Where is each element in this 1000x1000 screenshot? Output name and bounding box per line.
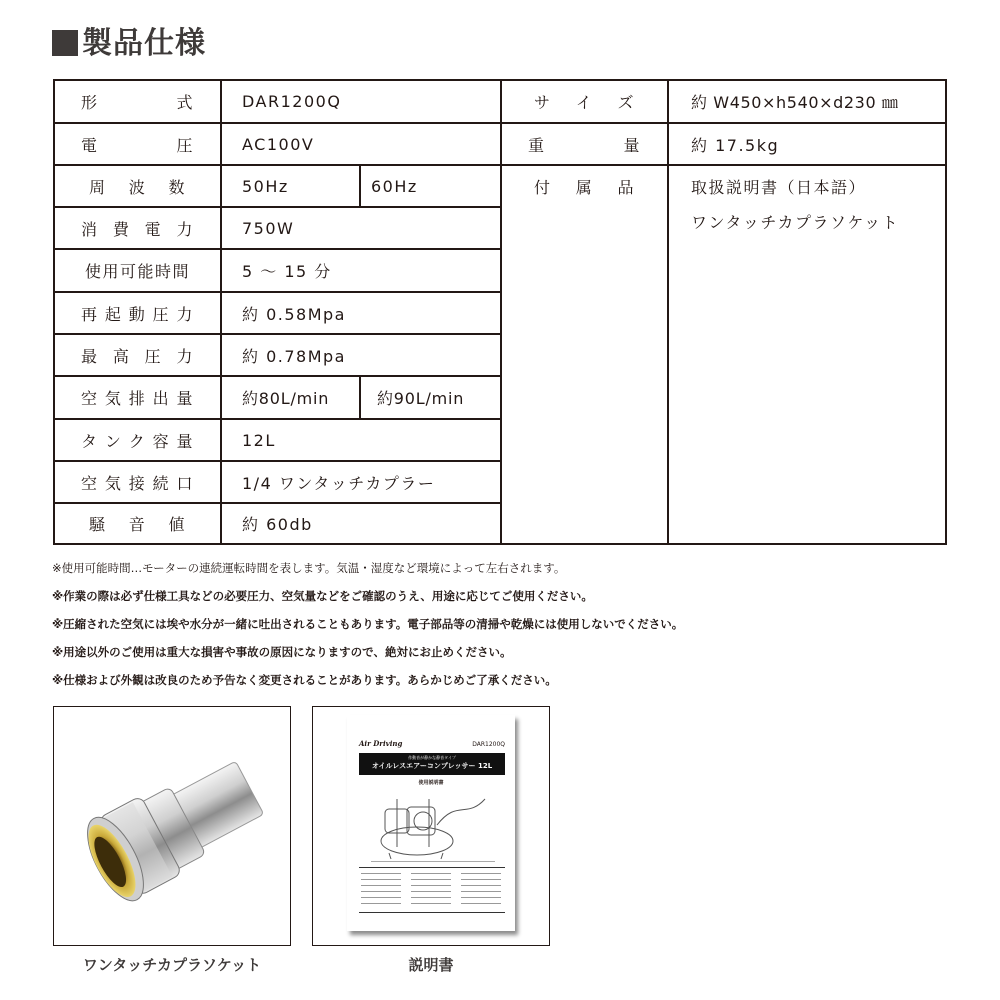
value-accessory-socket: ワンタッチカプラソケット [691, 212, 900, 232]
label-voltage: 電 圧 [81, 135, 194, 155]
value-weight: 約 17.5kg [691, 135, 780, 155]
manual-title-band: 作動音が静かな静音タイプ オイルレスエアーコンプレッサー 12L [359, 753, 505, 775]
label-air-output: 空 気 排 出 量 [81, 389, 194, 408]
square-bullet-icon [52, 30, 78, 56]
value-air-output-50: 約80L/min [242, 389, 330, 408]
value-frequency-50: 50Hz [242, 176, 289, 196]
value-model: DAR1200Q [242, 92, 342, 111]
compressor-drawing-icon [377, 789, 497, 861]
label-usable-time: 使用可能時間 [84, 262, 190, 281]
page-title: 製品仕様 [52, 22, 206, 66]
value-frequency-60: 60Hz [371, 176, 418, 196]
value-tank-capacity: 12L [242, 430, 276, 450]
label-accessories: 付 属 品 [534, 177, 635, 197]
manual-doc-title: 使用説明書 [418, 780, 444, 786]
label-air-connection: 空 気 接 続 口 [81, 473, 194, 493]
note-item: ※作業の際は必ず仕様工具などの必要圧力、空気量などをご確認のうえ、用途に応じてご使用ください。 [52, 589, 593, 603]
note-item: ※使用可能時間…モーターの連続運転時間を表します。気温・湿度など環境によって左右されます。 [52, 561, 566, 575]
manual-brand: Air Driving [359, 739, 403, 748]
label-noise-level: 騒 音 値 [89, 515, 186, 534]
spec-table [53, 79, 947, 545]
value-accessory-manual: 取扱説明書（日本語） [691, 177, 867, 197]
manual-toc [359, 867, 505, 913]
note-item: ※圧縮された空気には埃や水分が一緒に吐出されることもあります。電子部品等の清掃や乾燥には使用しないでください。 [52, 617, 684, 631]
value-restart-pressure: 約 0.58Mpa [242, 304, 346, 324]
value-voltage: AC100V [242, 134, 315, 154]
value-size: 約 W450×h540×d230 ㎜ [691, 93, 899, 112]
value-air-connection: 1/4 ワンタッチカプラー [242, 473, 436, 493]
divider [371, 861, 495, 862]
value-noise-level: 約 60db [242, 515, 313, 534]
coupler-socket-image [54, 707, 290, 945]
coupler-socket-caption: ワンタッチカプラソケット [82, 956, 262, 974]
manual-model: DAR1200Q [472, 741, 505, 748]
note-item: ※仕様および外観は改良のため予告なく変更されることがあります。あらかじめご了承ください。 [52, 673, 557, 687]
label-size: サ イ ズ [534, 93, 635, 112]
label-tank-capacity: タ ン ク 容 量 [81, 431, 194, 451]
manual-caption: 説明書 [408, 956, 454, 974]
label-weight: 重 量 [528, 135, 641, 155]
manual-cover-photo [312, 706, 550, 946]
notes-list [52, 558, 683, 698]
label-power-consumption: 消 費 電 力 [81, 219, 194, 239]
note-item: ※用途以外のご使用は重大な損害や事故の原因になりますので、絶対にお止めください。 [52, 645, 512, 659]
value-max-pressure: 約 0.78Mpa [242, 346, 346, 366]
value-power-consumption: 750W [242, 218, 295, 238]
label-frequency: 周 波 数 [89, 177, 186, 197]
value-air-output-60: 約90L/min [377, 389, 465, 408]
coupler-socket-photo [53, 706, 291, 946]
value-usable-time: 5 ～ 15 分 [242, 262, 332, 281]
label-max-pressure: 最 高 圧 力 [81, 346, 194, 366]
label-restart-pressure: 再 起 動 圧 力 [81, 304, 194, 324]
manual-cover [347, 715, 515, 931]
label-model: 形 式 [81, 93, 194, 112]
